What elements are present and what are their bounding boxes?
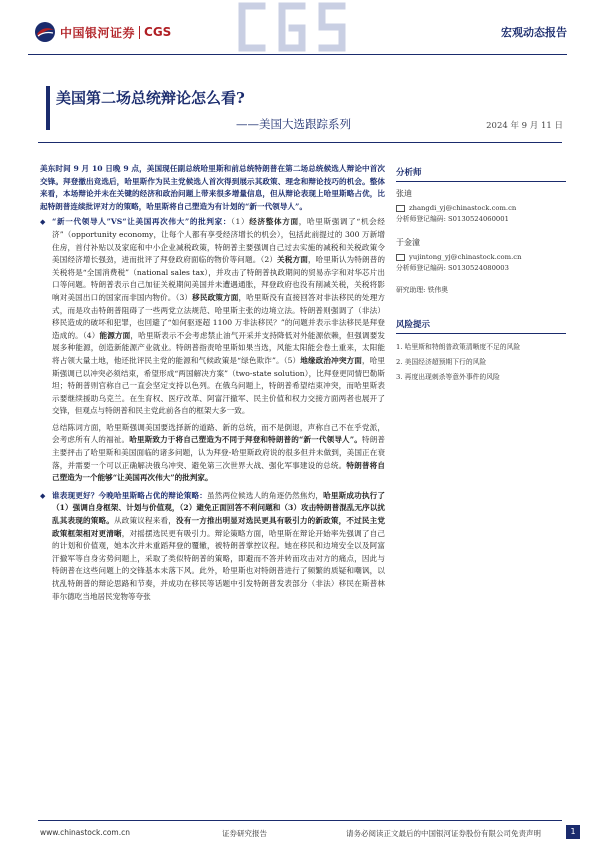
- bullet-icon: ◆: [40, 218, 46, 227]
- bullet-item-1: [40, 216, 385, 484]
- header-divider: [28, 54, 567, 55]
- footer-divider: [38, 820, 562, 821]
- title-divider: [38, 142, 562, 143]
- email-text: zhangdi_yj@chinastock.com.cn: [409, 204, 517, 212]
- analyst-cert: 分析师登记编码: S0130524060001: [396, 215, 509, 223]
- text-segment: 虽然两位候选人的角逐仍然焦灼，: [206, 490, 324, 500]
- galaxy-logo-icon: [34, 21, 56, 43]
- analyst-email[interactable]: [396, 203, 566, 214]
- text-segment: 从政策议程来看，: [113, 516, 176, 526]
- bold-segment: 移民政策方面: [192, 292, 239, 302]
- page-number: 1: [566, 825, 580, 839]
- risk-item: 1. 哈里斯和特朗普政策清晰度不足的风险: [396, 343, 521, 351]
- mail-icon: [396, 254, 405, 261]
- bullet-icon: ◆: [40, 491, 46, 500]
- text-segment: 总结陈词方面，哈里斯强调美国要选择新的道路、新的总统，而不是倒退，声称自己不在乎党派，会考虑所有人的福祉。: [52, 422, 385, 445]
- bullet-1-lead: “新一代领导人”VS“让美国再次伟大”的批判家：: [52, 217, 232, 227]
- bold-segment: 能源方面: [99, 330, 131, 340]
- risk-item: 3. 再度出现刺杀等意外事件的风险: [396, 373, 500, 381]
- mail-icon: [396, 205, 405, 212]
- bold-segment: 经济整体方面: [249, 217, 299, 227]
- risk-heading: 风险提示: [396, 318, 566, 334]
- report-title: 美国第二场总统辩论怎么看?: [56, 89, 245, 107]
- bold-segment: 关税方面: [277, 255, 308, 265]
- text-segment: ，哈里斯没有直接回答对非法移民的处理方式，而是攻击特朗普阻碍了一些两党立法规范、哈里斯主张的边境立法。特朗普则强调了（非法）移民造成的破坏和犯罪，也回避了“如何驱逐超 1100 万非法移民？”的问题并表示非法移民是拜登造成的。（4）: [52, 292, 386, 340]
- logo-divider: [139, 26, 140, 39]
- bullet-item-2: [40, 490, 385, 603]
- analyst-email[interactable]: [396, 252, 566, 263]
- bullet-1-text: [52, 216, 385, 418]
- text-segment: ，哈里斯认为特朗普的关税将是“全国消费税”（national sales tax），并攻击了特朗普执政期间的贸易赤字和对华芯片出口等问题。特朗普表示自己加征关税期间美国并未遭遇通胀，拜登政府也没有削减关税，关税将影响对美国出口的国家而非国内物价。（3）: [52, 255, 386, 302]
- bullet-2-text: [52, 490, 385, 603]
- text-segment: 特朗普主要抨击了哈里斯和美国面临的诸多问题，认为拜登-哈里斯政府说的很多但并未做到，美国正在衰落，并需要一个可以正确解决俄乌冲突、避免第三次世界大战、强化军事建设的总统。: [52, 435, 386, 470]
- conclusion-paragraph: [52, 422, 385, 485]
- analysts-heading: 分析师: [396, 166, 566, 182]
- summary-paragraph: 美东时间 9 月 10 日晚 9 点，美国现任副总统哈里斯和前总统特朗普在第二场总统候选人辩论中首次交锋。拜登撤出竞选后，哈里斯作为民主党候选人首次得到展示其政策、理念和辩论技巧的机会。整体来看，本场辩论并未在关键的经济和政治问题上带来很多增量信息，但从辩论表现上哈里斯略占优，比起特朗普连续批评对方的策略，哈里斯将自己塑造为有计划的“新一代领导人”。: [40, 164, 385, 211]
- text-segment: ，哈里斯表示不会考虑禁止油气开采并支持降低对外能源依赖，但强调要发展多种能源，创造新能源产业就业。特朗普指责哈里斯如果当选，风能太阳能会卷土重来，太阳能将占领大量土地，他还批评民主党的能源和气候政策是“绿色欺诈”。（5）: [52, 330, 386, 365]
- footer-disclaimer: 请务必阅读正文最后的中国银河证券股份有限公司免责声明: [346, 829, 541, 838]
- analyst-name: 张迪: [396, 189, 412, 198]
- logo: [34, 20, 171, 44]
- main-column: [40, 163, 385, 603]
- cgs-watermark-icon: [232, 0, 362, 54]
- bold-segment: 哈里斯致力于将自己塑造为不同于拜登和特朗普的“新一代领导人”。: [129, 435, 362, 445]
- research-assistant: 研究助理: 铁伟奥: [396, 286, 449, 294]
- analyst-card: [396, 188, 566, 225]
- report-type-label: 宏观动态报告: [501, 26, 567, 39]
- analyst-name: 于金潼: [396, 238, 420, 247]
- title-accent-bar: [46, 86, 50, 130]
- logo-text-en: CGS: [144, 25, 172, 39]
- logo-text-cn: 中国银河证券: [60, 25, 136, 40]
- text-segment: ，对摇摆选民更有吸引力。辩论策略方面，哈里斯在辩论开始率先强调了自己的计划和价值观，她本次并未重蹈拜登的覆辙，被特朗普掌控议程。她在移民和边境安全以及阿富汗撤军等自身劣势问题上，采取了类似特朗普的策略，即避而不答并转而攻击对方的痛点，因此与特朗普在这些问题上的交锋基本未落下风。此外，哈里斯也对特朗普进行了频繁的质疑和嘲讽，以扰乱特朗普的辩论思路和节奏，并成功在移民等话题中引发特朗普发表部分（非法）移民在斯普林菲尔德吃当地居民宠物等夸张: [52, 528, 386, 601]
- text-segment: （1）: [231, 217, 250, 227]
- footer-website-link[interactable]: www.chinastock.com.cn: [40, 828, 130, 837]
- text-segment: ，哈里斯强调了“机会经济”（opportunity economy，让每个人都有享受经济增长的机会），包括此前提过的 300 万新增住房，首付补贴以及家庭和中小企业减税政策，特朗普主要强调自己过去实施的减税和关税政策令美国经济增长强劲，进而批评了拜登政府面临的物价等问题。（2）: [52, 217, 386, 265]
- bold-segment: 特朗普将自己塑造为一个能够“让美国再次伟大”的批判家。: [52, 460, 386, 483]
- report-date: 2024 年 9 月 11 日: [486, 121, 563, 131]
- sidebar: [396, 166, 566, 385]
- risk-item: 2. 美国经济超预期下行的风险: [396, 358, 487, 366]
- report-subtitle: ——美国大选跟踪系列: [236, 117, 351, 131]
- footer-report-label: 证券研究报告: [222, 829, 267, 838]
- bullet-2-lead: 谁表现更好？今晚哈里斯略占优的辩论策略：: [52, 490, 207, 500]
- analyst-cert: 分析师登记编码: S0130524080003: [396, 264, 509, 272]
- bold-segment: 哈里斯成功执行了（1）强调自身框架、计划与价值观，（2）避免正面回答不利问题和（3）攻击特朗普混乱无序以扰乱其表现的策略。: [52, 490, 385, 526]
- bold-segment: 没有一方推出明显对选民更具有吸引力的新政策，不过民主党政策框架相对更清晰: [52, 516, 386, 538]
- analyst-card: [396, 237, 566, 274]
- email-text: yujintong_yj@chinastock.com.cn: [409, 253, 522, 261]
- bold-segment: 地缘政治冲突方面: [300, 355, 362, 365]
- text-segment: ，哈里斯强调已以冲突必须结束，希望形成“两国解决方案”（two-state solution），比拜登更同情巴勒斯坦；特朗普则官称自己一直会坚定支持以色列。在俄乌问题上，特朗普希望结束冲突，而哈里斯表示要继续援助乌克兰。在生育权、医疗改革、阿富汗撤军、民主价值和权力交接方面两者也展开了交锋，但观点与特朗普和民主党此前各自的框架大多一致。: [52, 355, 386, 416]
